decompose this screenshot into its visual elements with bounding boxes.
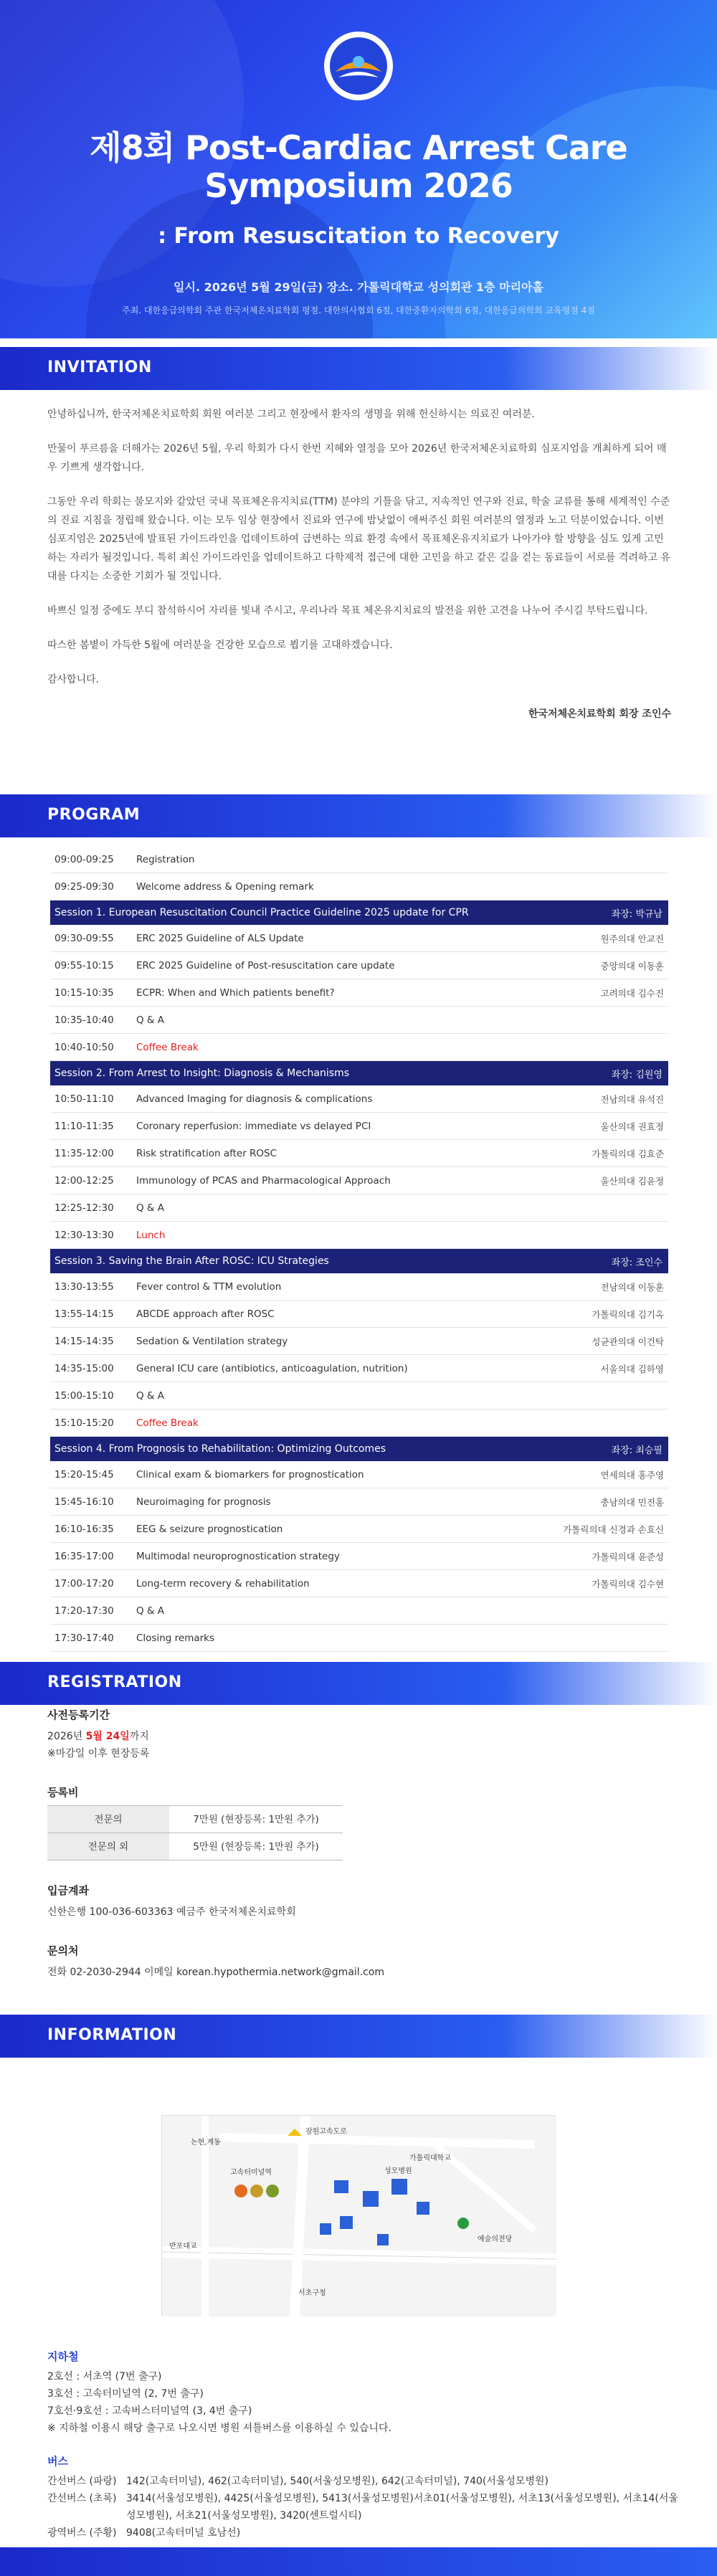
contact-info[interactable]: 전화 02-2030-2944 이메일 korean.hypothermia.network@gmail.com [47,1967,385,1978]
fee-value: 7만원 (현장등록: 1만원 추가) [169,1806,343,1833]
map-label: 성모병원 [384,2167,412,2175]
session-header-row [50,1437,668,1461]
pre-registration-date [47,1728,671,1745]
session-title: Session 3. Saving the Brain After ROSC: ICU Strategies [54,1255,329,1267]
program-row [50,873,668,900]
footer-bar [0,2547,717,2576]
invitation-paragraph: 감사합니다. [47,674,100,685]
program-title: Neuroimaging for prognosis [136,1496,271,1508]
fee-row [47,1833,343,1860]
program-row [50,1328,668,1355]
program-time: 12:25-12:30 [54,1202,114,1214]
program-title: Q & A [136,1014,164,1026]
invitation-paragraph: 안녕하십니까, 한국저체온치료학회 회원 여러분 그리고 현장에서 환자의 생명을 위해 헌신하시는 의료진 여러분. [47,409,535,420]
invitation-body [47,405,671,723]
program-title: General ICU care (antibiotics, anticoagulation, nutrition) [136,1362,408,1374]
program-speaker: 가톨릭의대 김수현 [592,1578,664,1589]
invitation-paragraph: 그동안 우리 학회는 불모지와 같았던 국내 목표체온유지치료(TTM) 분야의 기틀을 닦고, 지속적인 연구와 진료, 학술 교류를 통해 세계적인 수준의 진료 지침을 정립해 왔습니다. 이는 모두 임상 현장에서 진료와 연구에 밤낮없이 애써주신 회원 여러분의 열정과 노고 덕분이었습니다. 이번 심포지엄은 2025년에 발표된 가이드라인을 업데이트하여 급변하는 의료 환경 속에서 목표체온유지치료가 나아가야 할 방향을 심도 있게 고민하는 자리가 될것입니다. 특히 최신 가이드라인을 업데이트하고 다학제적 접근에 대한 고민을 하고 같은 길을 걷는 동료들이 서로를 격려하고 유대를 다지는 소중한 기회가 될 것입니다. [47,496,670,582]
program-time: 14:15-14:35 [54,1335,114,1347]
program-title: Sedation & Ventilation strategy [136,1335,288,1347]
program-speaker: 가톨릭의대 김효준 [592,1148,664,1159]
program-time: 15:45-16:10 [54,1496,114,1508]
program-row [50,1167,668,1194]
program-title: Long-term recovery & rehabilitation [136,1577,310,1589]
program-time: 12:30-13:30 [54,1229,114,1241]
program-title: ABCDE approach after ROSC [136,1308,275,1320]
map-label: 고속터미널역 [230,2169,272,2177]
session-chair: 좌장: 김원영 [611,1069,663,1080]
program-speaker: 가톨릭의대 신경과 손효신 [563,1524,664,1535]
program-speaker: 울산의대 김윤정 [600,1175,664,1187]
program-row [50,1461,668,1488]
fee-title: 등록비 [47,1786,79,1799]
program-row [50,1488,668,1516]
program-title: ECPR: When and Which patients benefit? [136,987,335,999]
program-title: ERC 2025 Guideline of Post-resuscitation care update [136,959,395,971]
bus-routes: 142(고속터미널), 462(고속터미널), 540(서울성모병원), 642(고속터미널), 740(서울성모병원) [126,2476,549,2487]
section-header-registration [0,1662,717,1705]
program-time: 10:40-10:50 [54,1041,114,1053]
program-title: Immunology of PCAS and Pharmacological Approach [136,1174,391,1187]
bus-type: 간선버스 (파랑) [47,2476,117,2487]
program-title: Fever control & TTM evolution [136,1280,282,1293]
program-row [50,1007,668,1034]
program-time: 17:00-17:20 [54,1577,114,1589]
program-time: 16:35-17:00 [54,1550,114,1562]
fee-label: 전문의 외 [47,1833,169,1860]
hero-organizers: 주최. 대한응급의학회 주관 한국저체온치료학회 평점. 대한의사협회 6점, 대한중환자의학회 6점, 대한응급의학회 교육평점 4점 [122,305,595,315]
subway-line: 2호선 : 서초역 (7번 출구) [47,2371,162,2382]
contact-title: 문의처 [47,1944,79,1957]
program-title: Clinical exam & biomarkers for prognostication [136,1468,364,1481]
pre-date-prefix: 2026년 [47,1731,86,1742]
subway-block [47,2348,678,2437]
account-info: 신한은행 100-036-603363 예금주 한국저체온치료학회 [47,1906,296,1918]
program-time: 13:30-13:55 [54,1280,114,1293]
bus-row [47,2490,678,2524]
session-header-row [50,1061,668,1085]
map-label: 서초구청 [298,2289,326,2297]
session-title: Session 2. From Arrest to Insight: Diagnosis & Mechanisms [54,1068,349,1079]
program-speaker: 전남의대 이동훈 [600,1281,664,1293]
program-title: EEG & seizure prognostication [136,1523,283,1535]
section-title: INVITATION [47,358,152,376]
program-row [50,1597,668,1625]
subway-title: 지하철 [47,2350,79,2363]
pre-registration-note: ※마감일 이후 현장등록 [47,1748,150,1759]
invitation-paragraph: 바쁘신 일정 중에도 부디 참석하시어 자리를 빛내 주시고, 우리나라 목표 체온유지치료의 발전을 위한 고견을 나누어 주시길 부탁드립니다. [47,605,648,617]
pre-registration-title: 사전등록기간 [47,1708,110,1721]
program-time: 10:15-10:35 [54,987,114,999]
map-label: 가톨릭대학교 [409,2154,451,2162]
bus-type: 광역버스 (주황) [47,2527,117,2539]
account-block [47,1882,671,1921]
section-title: PROGRAM [47,806,141,824]
program-speaker: 연세의대 홍주영 [600,1469,664,1481]
program-row [50,1410,668,1437]
program-time: 09:30-09:55 [54,932,114,944]
program-row [50,1570,668,1597]
map-label: 논현,계동 [191,2139,221,2147]
subway-line: 3호선 : 고속터미널역 (2, 7번 출구) [47,2388,204,2400]
program-time: 14:35-15:00 [54,1362,114,1374]
program-time: 10:35-10:40 [54,1014,114,1026]
fee-block [47,1784,671,1860]
invitation-paragraph: 만물이 푸르름을 더해가는 2026년 5월, 우리 학회가 다시 한번 지혜와 열정을 모아 2026년 한국저체온치료학회 심포지엄을 개최하게 되어 매우 기쁘게 생각합니다. [47,443,667,473]
fee-value: 5만원 (현장등록: 1만원 추가) [169,1833,343,1860]
bus-routes: 9408(고속터미널 호남선) [126,2527,241,2539]
hero-date-place: 일시. 2026년 5월 29일(금) 장소. 가톨릭대학교 성의회관 1층 마리아홀 [174,280,543,294]
session-chair: 좌장: 박규남 [611,908,663,920]
section-header-invitation [0,347,717,390]
program-time: 09:25-09:30 [54,880,114,893]
map-label: 잠원고속도로 [305,2128,347,2136]
program-time: 12:00-12:25 [54,1174,114,1187]
program-time: 17:30-17:40 [54,1632,114,1644]
registration-body [47,1706,671,2002]
program-title: ERC 2025 Guideline of ALS Update [136,932,304,944]
program-title: Advanced Imaging for diagnosis & complications [136,1093,373,1105]
subway-note: ※ 지하철 이용시 해당 출구로 나오시면 병원 셔틀버스를 이용하실 수 있습니다. [47,2423,391,2434]
program-row [50,1113,668,1140]
program-row [50,1085,668,1113]
program-time: 11:10-11:35 [54,1120,114,1132]
program-table [50,846,668,1652]
hero-title-line1: 제8회 Post-Cardiac Arrest Care [90,128,627,167]
session-header-row [50,900,668,925]
program-row [50,1273,668,1301]
hero-banner [0,0,717,338]
program-speaker: 원주의대 안교진 [600,933,664,944]
program-time: 13:55-14:15 [54,1308,114,1320]
program-break: Lunch [136,1229,166,1241]
contact-block [47,1942,671,1981]
program-time: 09:00-09:25 [54,853,114,865]
session-chair: 좌장: 최승필 [611,1445,663,1456]
program-row [50,1222,668,1249]
section-header-program [0,794,717,837]
program-row [50,1516,668,1543]
program-speaker: 울산의대 권효정 [600,1121,664,1132]
program-title: Closing remarks [136,1632,215,1644]
pre-date-suffix: 까지 [129,1731,149,1742]
program-title: Risk stratification after ROSC [136,1147,277,1159]
program-title: Welcome address & Opening remark [136,880,314,893]
program-row [50,1140,668,1167]
hero-title-line2: Symposium 2026 [204,166,513,205]
invitation-paragraph: 따스한 봄볕이 가득한 5월에 여러분을 건강한 모습으로 뵙기를 고대하겠습니다. [47,640,393,651]
pre-date-highlight: 5월 24일 [85,1731,130,1742]
program-title: Registration [136,853,195,865]
fee-label: 전문의 [47,1806,169,1833]
bus-block [47,2453,678,2542]
program-speaker: 전남의대 유석진 [600,1093,664,1105]
program-row [50,1301,668,1328]
bus-type: 간선버스 (초록) [47,2493,117,2504]
session-title: Session 1. European Resuscitation Council Practice Guideline 2025 update for CPR [54,907,469,918]
program-row [50,1543,668,1570]
program-row [50,1194,668,1222]
program-title: Q & A [136,1389,164,1402]
section-header-information [0,2015,717,2058]
program-time: 15:00-15:10 [54,1389,114,1402]
program-time: 15:10-15:20 [54,1417,114,1429]
program-break: Coffee Break [136,1417,199,1429]
section-title: REGISTRATION [47,1673,182,1691]
program-row [50,979,668,1007]
information-body [47,2348,678,2557]
bus-row [47,2524,678,2542]
map-label: 반포대교 [169,2243,197,2251]
account-title: 입금계좌 [47,1884,89,1897]
bus-row [47,2473,678,2490]
program-time: 11:35-12:00 [54,1147,114,1159]
program-time: 17:20-17:30 [54,1605,114,1617]
pre-registration-block [47,1706,671,1762]
bus-title: 버스 [47,2455,68,2468]
program-title: Q & A [136,1605,164,1617]
program-speaker: 가톨릭의대 김기옥 [592,1308,664,1320]
fee-row [47,1806,343,1833]
invitation-signature: 한국저체온치료학회 회장 조인수 [528,708,671,720]
session-title: Session 4. From Prognosis to Rehabilitation: Optimizing Outcomes [54,1443,386,1455]
subway-line: 7호선·9호선 : 고속버스터미널역 (3, 4번 출구) [47,2405,252,2417]
program-time: 09:55-10:15 [54,959,114,971]
society-logo-icon [323,30,394,102]
map-label: 예술의전당 [478,2235,513,2243]
map-graphic [162,2116,556,2316]
program-speaker: 충남의대 민진홍 [600,1496,664,1508]
program-break: Coffee Break [136,1041,199,1053]
program-title: Q & A [136,1202,164,1214]
program-row [50,1382,668,1410]
program-speaker: 가톨릭의대 윤준성 [592,1551,664,1562]
hero-subtitle: : From Resuscitation to Recovery [158,224,559,249]
location-map [161,2115,556,2316]
program-title: Multimodal neuroprognostication strategy [136,1550,340,1562]
program-row [50,952,668,979]
program-title: Coronary reperfusion: immediate vs delayed PCI [136,1120,371,1132]
program-row [50,1034,668,1061]
program-row [50,1355,668,1382]
program-row [50,925,668,952]
program-time: 15:20-15:45 [54,1468,114,1481]
program-speaker: 고려의대 김수진 [600,987,664,999]
session-chair: 좌장: 조인수 [611,1257,663,1268]
section-title: INFORMATION [47,2026,177,2044]
program-row [50,1625,668,1652]
fee-table [47,1805,343,1860]
program-speaker: 서울의대 김하영 [600,1363,664,1374]
session-header-row [50,1249,668,1273]
bus-routes: 3414(서울성모병원), 4425(서울성모병원), 5413(서울성모병원)서초01(서울성모병원), 서초13(서울성모병원), 서초14(서울성모병원), 서초21(서울성모병원), 3420(센트럴시티) [126,2493,678,2522]
program-time: 16:10-16:35 [54,1523,114,1535]
program-speaker: 중앙의대 이동훈 [600,960,664,971]
program-speaker: 성균관의대 이건탁 [592,1336,664,1347]
program-row [50,846,668,873]
program-time: 10:50-11:10 [54,1093,114,1105]
